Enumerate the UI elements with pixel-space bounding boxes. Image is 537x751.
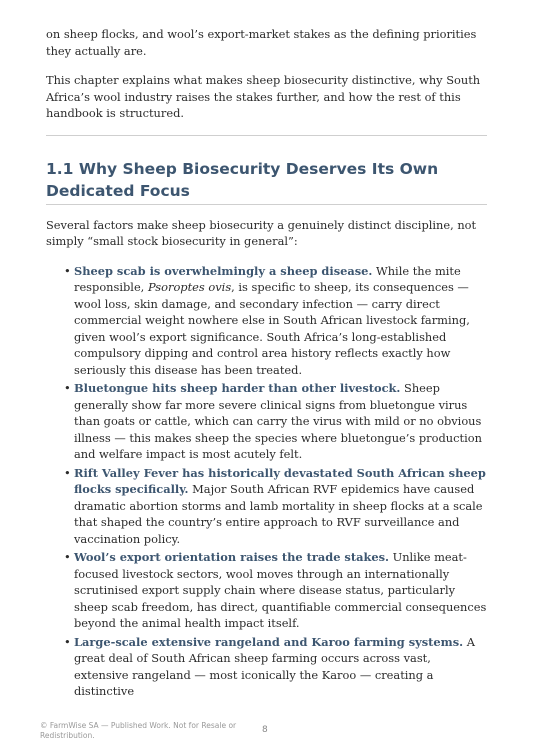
bullet-icon: • xyxy=(64,634,71,649)
list-item-text: , is specific to sheep, its consequences — wool loss, skin damage, and secondary infection — carry direct commercial weight nowhere else in South African livestock farming, given wool’s export significance. South Africa’s long-established compulsory dipping and control area history reflects exactly how seriously this disease has been treated. xyxy=(74,280,470,377)
bullet-icon: • xyxy=(64,381,71,395)
footer-copyright: © FarmWise SA — Published Work. Not for Resale or Redistribution. xyxy=(40,721,237,740)
bullet-icon: • xyxy=(64,263,71,278)
list-item-text: While the mite responsible, xyxy=(74,263,461,294)
bullet-icon: • xyxy=(64,550,71,564)
page-number: 8 xyxy=(262,725,268,735)
list-item xyxy=(46,380,487,463)
paragraph-chapter-overview: This chapter explains what makes sheep biosecurity distinctive, why South Africa’s wool industry raises the stakes further, and how the rest of this handbook is structured. xyxy=(46,73,481,120)
list-item-text: Sheep generally show far more severe clinical signs from bluetongue virus than goats or cattle, which can carry the virus with mild or no obvious illness — this makes sheep the species where bluetongue’s production and welfare impact is most acutely felt. xyxy=(74,381,482,461)
factor-list xyxy=(46,263,487,700)
list-item-lead: Sheep scab is overwhelmingly a sheep disease. xyxy=(74,263,373,278)
list-item-text: A great deal of South African sheep farming occurs across vast, extensive rangeland — most iconically the Karoo — creating a distinctive xyxy=(74,634,475,698)
species-name: Psoroptes ovis xyxy=(147,280,232,294)
list-item-text: Unlike meat-focused livestock sectors, wool moves through an internationally scrutinised export supply chain where disease status, particularly sheep scab freedom, has direct, quantifiable commercial consequences beyond the animal health impact itself. xyxy=(74,550,487,630)
list-item xyxy=(46,465,487,548)
bullet-icon: • xyxy=(64,465,71,480)
section-heading: 1.1 Why Sheep Biosecurity Deserves Its Own Dedicated Focus xyxy=(46,158,487,205)
list-item-text: Major South African RVF epidemics have caused dramatic abortion storms and lamb mortality in sheep flocks at a scale that shaped the country’s entire approach to RVF surveillance and vaccination policy. xyxy=(74,482,483,546)
paragraph-continued: on sheep flocks, and wool’s export-market stakes as the defining priorities they actually are. xyxy=(46,27,477,58)
list-item-lead: Rift Valley Fever has historically devastated South African sheep flocks specifically. xyxy=(74,465,486,496)
section-divider xyxy=(46,135,487,136)
list-item xyxy=(46,634,487,700)
list-item-lead: Bluetongue hits sheep harder than other livestock. xyxy=(74,381,401,395)
list-item xyxy=(46,263,487,379)
list-item-lead: Large-scale extensive rangeland and Karoo farming systems. xyxy=(74,634,464,649)
list-item-lead: Wool’s export orientation raises the trade stakes. xyxy=(74,550,389,564)
page-content xyxy=(46,26,487,702)
list-item xyxy=(46,549,487,632)
section-intro: Several factors make sheep biosecurity a genuinely distinct discipline, not simply “small stock biosecurity in general”: xyxy=(46,217,477,248)
